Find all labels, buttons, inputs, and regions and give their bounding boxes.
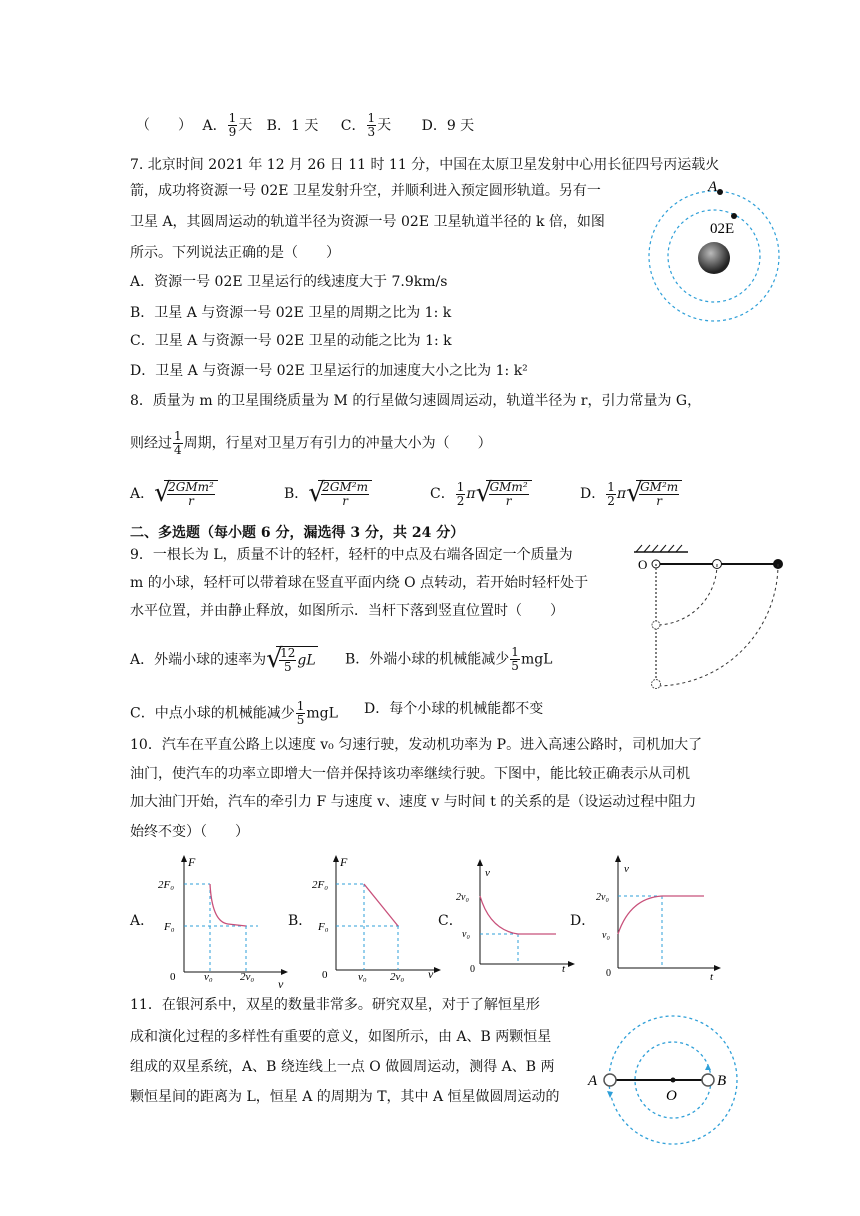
label-center-o: O bbox=[666, 1088, 677, 1104]
graph-b-y-label: F bbox=[340, 855, 348, 869]
end-ball-final bbox=[652, 680, 661, 689]
q9-option-c: C．中点小球的机械能减少 $\frac{1}{5}$ mgL bbox=[130, 699, 338, 727]
q9-option-a: A．外端小球的速率为 √ $\frac{12}{5}$ gL bbox=[130, 644, 316, 674]
graph-b-x-lo: v₀ bbox=[358, 971, 367, 983]
ceiling-hatch bbox=[636, 545, 682, 552]
graph-d-y-lo: v₀ bbox=[602, 930, 610, 941]
q9-stem-line3: 水平位置，并由静止释放，如图所示．当杆下落到竖直位置时（ ） bbox=[130, 603, 564, 619]
graph-b-origin: 0 bbox=[322, 969, 328, 981]
q8-stem-line2: 则经过 $\frac{1}{4}$ 周期，行星对卫星万有引力的冲量大小为（ ） bbox=[130, 429, 492, 457]
q7-option-a: A．资源一号 02E 卫星运行的线速度大于 7.9km/s bbox=[130, 274, 448, 290]
q9-option-b: B．外端小球的机械能减少 $\frac{1}{5}$ mgL bbox=[345, 645, 553, 673]
graph-b-label: B． bbox=[288, 913, 313, 929]
orbit-figure bbox=[644, 174, 789, 324]
graph-d-curve bbox=[618, 896, 704, 934]
q8-option-c: C． $\frac{1}{2}$ π √ $\frac{\text{GMm²}}{r}$ bbox=[430, 480, 532, 508]
graph-a-label: A． bbox=[130, 913, 155, 929]
q6-option-c-fraction: $\frac{1}{3}$ bbox=[367, 111, 376, 139]
q11-stem-line4: 颗恒星间的距离为 L，恒星 A 的周期为 T，其中 A 恒星做圆周运动的 bbox=[130, 1089, 560, 1105]
planet bbox=[698, 242, 730, 274]
satellite-02e-dot bbox=[731, 213, 737, 219]
graph-d bbox=[596, 852, 726, 982]
graph-b-y-hi: 2F₀ bbox=[312, 879, 329, 891]
graph-b-y-lo: F₀ bbox=[318, 921, 329, 933]
graph-b-x-label: v bbox=[428, 967, 434, 981]
graph-d-y-label: v bbox=[624, 863, 629, 875]
graph-a-x-lo: v₀ bbox=[204, 971, 213, 983]
satellite-a-dot bbox=[717, 189, 723, 195]
middle-ball-arc bbox=[656, 564, 717, 625]
graph-c-y-label: v bbox=[485, 867, 490, 879]
star-a bbox=[604, 1074, 616, 1086]
pivot-label-o: O bbox=[638, 557, 648, 572]
q8-option-b: B． √ $\frac{\text{2GM²m}}{r}$ bbox=[284, 480, 372, 508]
graph-d-y-hi: 2v₀ bbox=[596, 892, 609, 903]
q6-option-b: B．1 天 bbox=[266, 117, 319, 134]
label-02e: 02E bbox=[710, 221, 735, 237]
q10-stem-line3: 加大油门开始，汽车的牵引力 F 与速度 v、速度 v 与时间 t 的关系的是（设运动过程中阻力 bbox=[130, 794, 697, 810]
q7-stem-line2: 箭，成功将资源一号 02E 卫星发射升空，并顺利进入预定圆形轨道。另有一 bbox=[130, 183, 601, 199]
graph-c bbox=[452, 856, 582, 974]
q9-option-d: D．每个小球的机械能都不变 bbox=[364, 701, 544, 717]
middle-ball-final bbox=[652, 621, 660, 629]
arrow-b bbox=[705, 1064, 711, 1070]
graph-c-y-lo: v₀ bbox=[462, 929, 470, 940]
q8-stem-line1: 8．质量为 m 的卫星围绕质量为 M 的行星做匀速圆周运动，轨道半径为 r，引力常量为 G， bbox=[130, 393, 702, 409]
q7-stem-line4: 所示。下列说法正确的是（ ） bbox=[130, 245, 340, 261]
center-o bbox=[671, 1078, 676, 1083]
q6-paren: （ ） bbox=[136, 117, 192, 134]
label-a: A bbox=[708, 179, 718, 195]
q8-fraction: $\frac{1}{4}$ bbox=[174, 429, 182, 457]
end-ball-arc bbox=[656, 564, 778, 686]
q10-stem-line4: 始终不变）（ ） bbox=[130, 824, 249, 840]
q6-option-c-unit: 天 bbox=[377, 117, 392, 134]
graph-a-curve bbox=[210, 884, 246, 926]
rod-figure bbox=[628, 540, 788, 695]
graph-a bbox=[148, 852, 293, 991]
q8-option-a: A． √ $\frac{\text{2GMm²}}{r}$ bbox=[130, 480, 218, 508]
graph-c-y-hi: 2v₀ bbox=[456, 892, 469, 903]
graph-c-label: C． bbox=[438, 913, 463, 929]
q9-stem-line2: m 的小球，轻杆可以带着球在竖直平面内绕 O 点转动，若开始时轻杆处于 bbox=[130, 575, 589, 591]
q6-option-a-unit: 天 bbox=[238, 117, 253, 134]
graph-d-origin: 0 bbox=[606, 968, 611, 979]
graph-a-x-hi: 2v₀ bbox=[240, 971, 255, 983]
graph-d-x-label: t bbox=[710, 971, 714, 983]
graph-b bbox=[306, 852, 451, 982]
graph-a-y-hi: 2F₀ bbox=[158, 879, 175, 891]
q6-options bbox=[136, 112, 474, 139]
graph-b-x-hi: 2v₀ bbox=[390, 971, 405, 983]
binary-star-figure bbox=[586, 1010, 736, 1156]
graph-c-origin: 0 bbox=[470, 964, 475, 975]
q6-option-c-label: C． bbox=[340, 117, 366, 134]
q9-stem-line1: 9．一根长为 L，质量不计的轻杆，轻杆的中点及右端各固定一个质量为 bbox=[130, 547, 573, 563]
graph-b-line bbox=[364, 884, 398, 926]
q7-option-b: B．卫星 A 与资源一号 02E 卫星的周期之比为 1: k bbox=[130, 305, 452, 321]
graph-d-label: D． bbox=[570, 913, 596, 929]
label-star-a: A bbox=[588, 1073, 598, 1089]
section-heading-multiple-choice: 二、多选题（每小题 6 分，漏选得 3 分，共 24 分） bbox=[130, 525, 465, 541]
graph-a-y-label: F bbox=[188, 855, 196, 869]
q6-option-a-fraction: $\frac{1}{9}$ bbox=[228, 111, 237, 139]
graph-a-x-label: v bbox=[278, 977, 284, 991]
q6-option-a-label: A． bbox=[202, 117, 227, 134]
q10-stem-line1: 10．汽车在平直公路上以速度 v₀ 匀速行驶，发动机功率为 P。进入高速公路时，司机加大了 bbox=[130, 737, 703, 753]
q11-stem-line1: 11．在银河系中，双星的数量非常多。研究双星，对于了解恒星形 bbox=[130, 997, 540, 1013]
graph-c-curve bbox=[480, 896, 556, 934]
q7-stem-line1: 7. 北京时间 2021 年 12 月 26 日 11 时 11 分，中国在太原卫星发射中心用长征四号丙运载火 bbox=[130, 157, 720, 173]
star-b bbox=[702, 1074, 714, 1086]
q8-option-d: D． $\frac{1}{2}$ π √ $\frac{\text{GM²m}}{r}$ bbox=[580, 480, 682, 508]
graph-c-x-label: t bbox=[562, 963, 566, 975]
q7-stem-line3: 卫星 A，其圆周运动的轨道半径为资源一号 02E 卫星轨道半径的 k 倍，如图 bbox=[130, 214, 605, 230]
q7-option-c: C．卫星 A 与资源一号 02E 卫星的动能之比为 1: k bbox=[130, 333, 452, 349]
graph-a-origin: 0 bbox=[170, 971, 176, 983]
q11-stem-line3: 组成的双星系统，A、B 绕连线上一点 O 做圆周运动，测得 A、B 两 bbox=[130, 1059, 555, 1075]
q6-option-d: D．9 天 bbox=[421, 117, 475, 134]
q7-option-d: D．卫星 A 与资源一号 02E 卫星运行的加速度大小之比为 1: k² bbox=[130, 363, 528, 379]
graph-a-y-lo: F₀ bbox=[164, 921, 175, 933]
q10-stem-line2: 油门，使汽车的功率立即增大一倍并保持该功率继续行驶。下图中，能比较正确表示从司机 bbox=[130, 766, 690, 782]
arrow-a bbox=[607, 1091, 613, 1098]
label-star-b: B bbox=[717, 1073, 727, 1089]
q11-stem-line2: 成和演化过程的多样性有重要的意义，如图所示，由 A、B 两颗恒星 bbox=[130, 1029, 552, 1045]
